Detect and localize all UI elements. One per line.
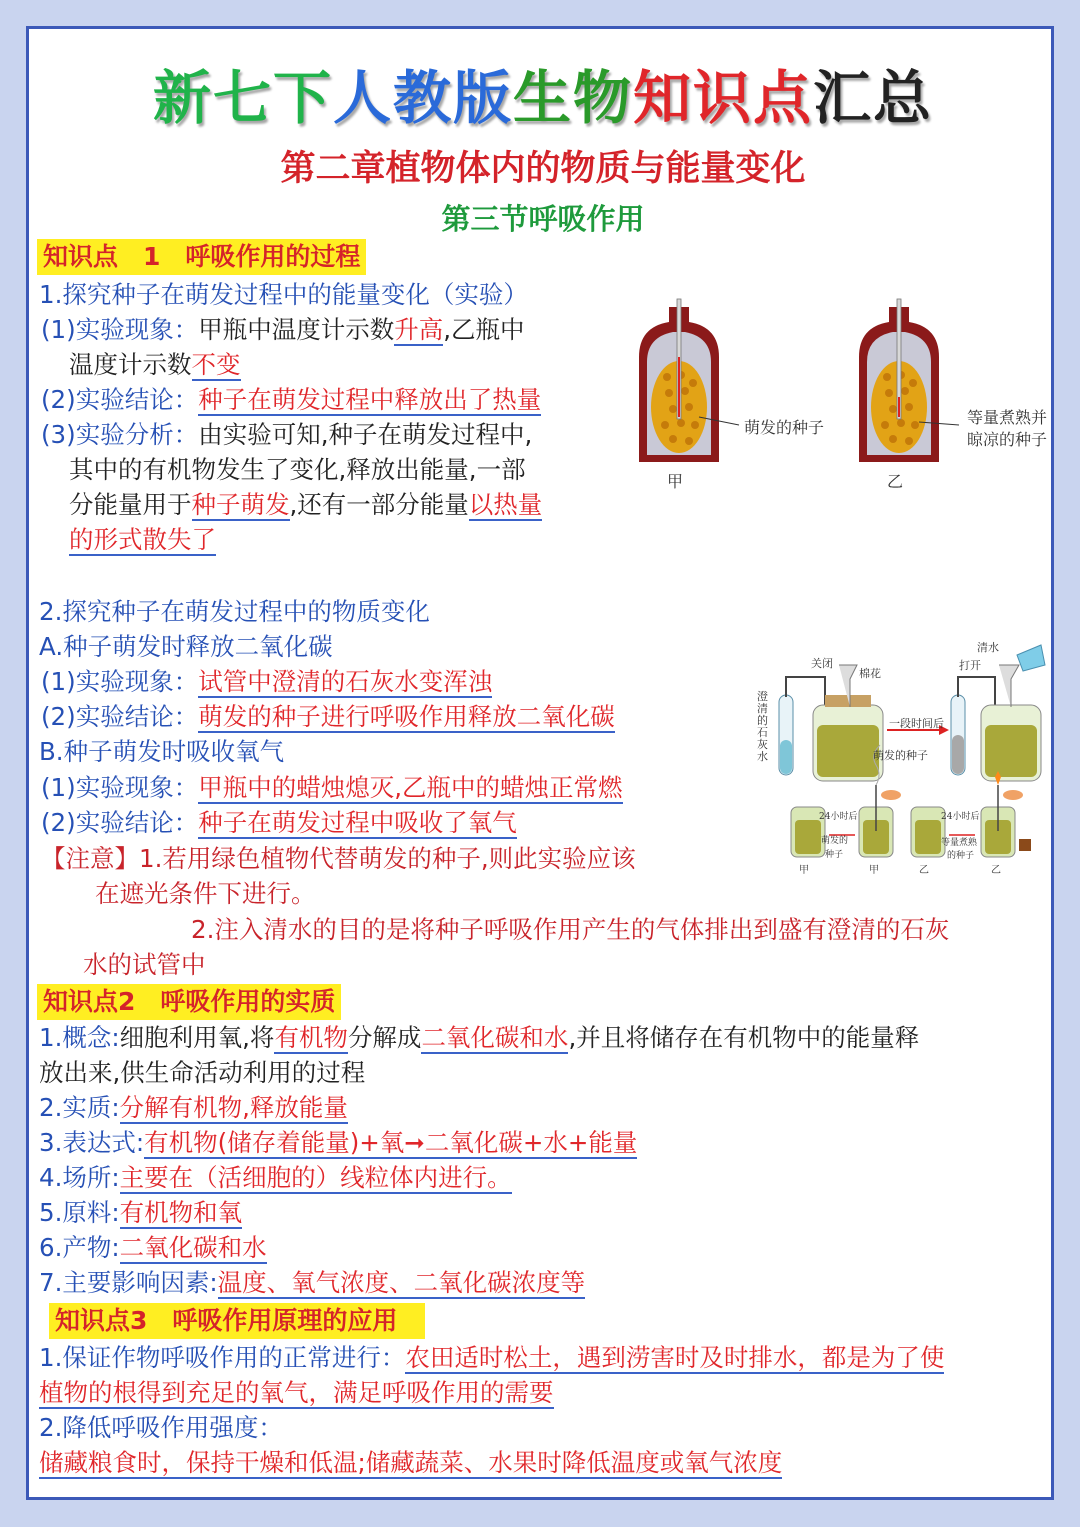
text: ,并且将储存在有机物中的能量释 bbox=[568, 1023, 920, 1052]
kp3-d2-label: 2.降低呼吸作用强度： bbox=[39, 1413, 283, 1442]
label-cooked2-b: 的种子 bbox=[947, 851, 975, 861]
highlight: 农田适时松土，遇到涝害时及时排水，都是为了使 bbox=[405, 1343, 945, 1372]
kp1-q1-title: 1.探究种子在萌发过程中的能量变化（实验） bbox=[39, 280, 528, 309]
kp1-heading: 知识点 1 呼吸作用的过程 bbox=[37, 239, 366, 275]
thermos-bottles-illustration bbox=[629, 297, 1049, 497]
kp1-p2 bbox=[41, 384, 541, 416]
highlight: 以热量 bbox=[468, 490, 543, 519]
document-sheet bbox=[26, 26, 1054, 1500]
label: 5.原料: bbox=[39, 1198, 120, 1227]
label: (2)实验结论： bbox=[41, 702, 199, 731]
kp1-a2 bbox=[41, 701, 615, 733]
note-line4: 水的试管中 bbox=[83, 950, 206, 979]
kp1-p1-cont bbox=[69, 349, 241, 381]
kp2-c6 bbox=[39, 1232, 267, 1264]
note-line2: 在遮光条件下进行。 bbox=[95, 879, 316, 908]
kp1-p3-line4 bbox=[69, 524, 216, 556]
kp2-c7 bbox=[39, 1267, 585, 1299]
kp3-heading: 知识点3 呼吸作用原理的应用 bbox=[49, 1303, 425, 1339]
chapter-title: 第二章植物体内的物质与能量变化 bbox=[280, 149, 806, 189]
text: ,还有一部分能量 bbox=[289, 490, 469, 519]
label: 4.场所: bbox=[39, 1163, 120, 1192]
label: (1)实验现象： bbox=[41, 773, 199, 802]
label: (2)实验结论： bbox=[41, 385, 199, 414]
label: 3.表达式: bbox=[39, 1128, 145, 1157]
highlight: 种子在萌发过程中吸收了氧气 bbox=[198, 808, 517, 837]
text: 甲瓶中温度计示数 bbox=[198, 315, 395, 344]
label-clear-water: 清水 bbox=[977, 641, 999, 654]
highlight: 种子萌发 bbox=[191, 490, 290, 519]
section-title: 第三节呼吸作用 bbox=[441, 202, 645, 236]
label: 1.概念: bbox=[39, 1023, 120, 1052]
highlight: 的形式散失了 bbox=[69, 525, 216, 554]
title-part: 新七下 bbox=[152, 64, 333, 132]
kp1-p3-line3 bbox=[69, 489, 542, 521]
title-part: 汇总 bbox=[813, 64, 934, 132]
kp3-d1-cont bbox=[39, 1377, 554, 1409]
label: (1)实验现象： bbox=[41, 667, 199, 696]
highlight: 甲瓶中的蜡烛熄灭,乙瓶中的蜡烛正常燃 bbox=[198, 773, 623, 802]
text: 由实验可知,种子在萌发过程中, bbox=[198, 420, 533, 449]
highlight: 试管中澄清的石灰水变浑浊 bbox=[198, 667, 493, 696]
label-jia: 甲 bbox=[667, 472, 684, 491]
kp1-a1 bbox=[41, 666, 492, 698]
label-24h-a: 24小时后 bbox=[819, 812, 858, 822]
kp1-a-title: A.种子萌发时释放二氧化碳 bbox=[39, 632, 333, 661]
label: 2.实质: bbox=[39, 1093, 120, 1122]
kp2-heading: 知识点2 呼吸作用的实质 bbox=[37, 984, 341, 1020]
label-cooked2-a: 等量煮熟 bbox=[941, 838, 978, 848]
arrow-icon: ➞ bbox=[404, 1128, 425, 1157]
highlight: 二氧化碳和水 bbox=[421, 1023, 569, 1052]
kp1-q2-title: 2.探究种子在萌发过程中的物质变化 bbox=[39, 597, 430, 626]
highlight: 储藏粮食时，保持干燥和低温;储藏蔬菜、水果时降低温度或氧气浓度 bbox=[39, 1448, 783, 1477]
highlight: 有机物(储存着能量)+氧 bbox=[144, 1128, 405, 1157]
kp1-b1 bbox=[41, 772, 623, 804]
highlight: 不变 bbox=[191, 350, 241, 379]
highlight: 二氧化碳+水+能量 bbox=[424, 1128, 638, 1157]
highlight: 升高 bbox=[394, 315, 444, 344]
highlight: 有机物 bbox=[274, 1023, 348, 1052]
kp2-c1-cont: 放出来,供生命活动利用的过程 bbox=[39, 1058, 366, 1087]
note-line3: 2.注入清水的目的是将种子呼吸作用产生的气体排出到盛有澄清的石灰 bbox=[191, 915, 950, 944]
kp1-b-title: B.种子萌发时吸收氧气 bbox=[39, 737, 285, 766]
text: 分能量用于 bbox=[69, 490, 192, 519]
kp3-d2 bbox=[39, 1447, 782, 1479]
kp1-b2 bbox=[41, 807, 517, 839]
label-lime-water: 澄清的石灰水 bbox=[757, 690, 768, 763]
label-yi: 乙 bbox=[887, 472, 904, 491]
kp3-d1 bbox=[39, 1342, 944, 1374]
kp1-p3 bbox=[41, 419, 532, 451]
gas-experiment-figure bbox=[755, 635, 1051, 875]
label-germinating-seed2: 萌发的种子 bbox=[873, 749, 928, 762]
page-title bbox=[29, 51, 1057, 135]
label-cotton: 棉花 bbox=[859, 667, 881, 680]
label-cooked-a: 等量煮熟并 bbox=[967, 408, 1048, 427]
highlight: 二氧化碳和水 bbox=[119, 1233, 267, 1262]
title-part: 知识点 bbox=[633, 64, 814, 132]
highlight: 种子在萌发过程中释放出了热量 bbox=[198, 385, 542, 414]
label: 7.主要影响因素: bbox=[39, 1268, 218, 1297]
label-seed-b: 种子 bbox=[825, 850, 844, 860]
kp2-c5 bbox=[39, 1197, 242, 1229]
text: 温度计示数 bbox=[69, 350, 192, 379]
text: ,乙瓶中 bbox=[443, 315, 525, 344]
label-open: 打开 bbox=[959, 659, 981, 672]
kp1-p3-line2: 其中的有机物发生了变化,释放出能量,一部 bbox=[69, 455, 526, 484]
highlight: 萌发的种子进行呼吸作用释放二氧化碳 bbox=[198, 702, 615, 731]
label-jia-b: 甲 bbox=[869, 865, 879, 876]
label-yi-b: 乙 bbox=[991, 865, 1001, 876]
label: (2)实验结论： bbox=[41, 808, 199, 837]
label-after-time: 一段时间后 bbox=[889, 717, 944, 730]
label: (1)实验现象： bbox=[41, 315, 199, 344]
label-germinating-seed: 萌发的种子 bbox=[744, 418, 825, 437]
label: 1.保证作物呼吸作用的正常进行： bbox=[39, 1343, 406, 1372]
kp2-c4 bbox=[39, 1162, 512, 1194]
label-jia-a: 甲 bbox=[799, 865, 809, 876]
kp2-c1 bbox=[39, 1022, 919, 1054]
highlight: 温度、氧气浓度、二氧化碳浓度等 bbox=[217, 1268, 586, 1297]
title-part: 人教版 bbox=[332, 64, 513, 132]
label: 6.产物: bbox=[39, 1233, 120, 1262]
highlight: 分解有机物,释放能量 bbox=[119, 1093, 348, 1122]
thermos-figure bbox=[629, 297, 1049, 497]
label: (3)实验分析： bbox=[41, 420, 199, 449]
title-part: 生物 bbox=[512, 64, 633, 132]
label-close: 关闭 bbox=[811, 657, 833, 670]
highlight: 植物的根得到充足的氧气，满足呼吸作用的需要 bbox=[39, 1378, 554, 1407]
label-cooked-b: 晾凉的种子 bbox=[967, 430, 1048, 449]
kp2-c2 bbox=[39, 1092, 348, 1124]
label-seed-a: 萌发的 bbox=[821, 836, 849, 846]
kp2-c3 bbox=[39, 1127, 637, 1159]
highlight: 有机物和氧 bbox=[119, 1198, 243, 1227]
text: 分解成 bbox=[347, 1023, 422, 1052]
label-24h-b: 24小时后 bbox=[941, 812, 980, 822]
highlight: 主要在（活细胞的）线粒体内进行。 bbox=[119, 1163, 512, 1192]
kp1-p1 bbox=[41, 314, 525, 346]
text: 细胞利用氧,将 bbox=[119, 1023, 275, 1052]
label-yi-a: 乙 bbox=[919, 865, 929, 876]
note-line1: 【注意】1.若用绿色植物代替萌发的种子,则此实验应该 bbox=[41, 844, 636, 873]
